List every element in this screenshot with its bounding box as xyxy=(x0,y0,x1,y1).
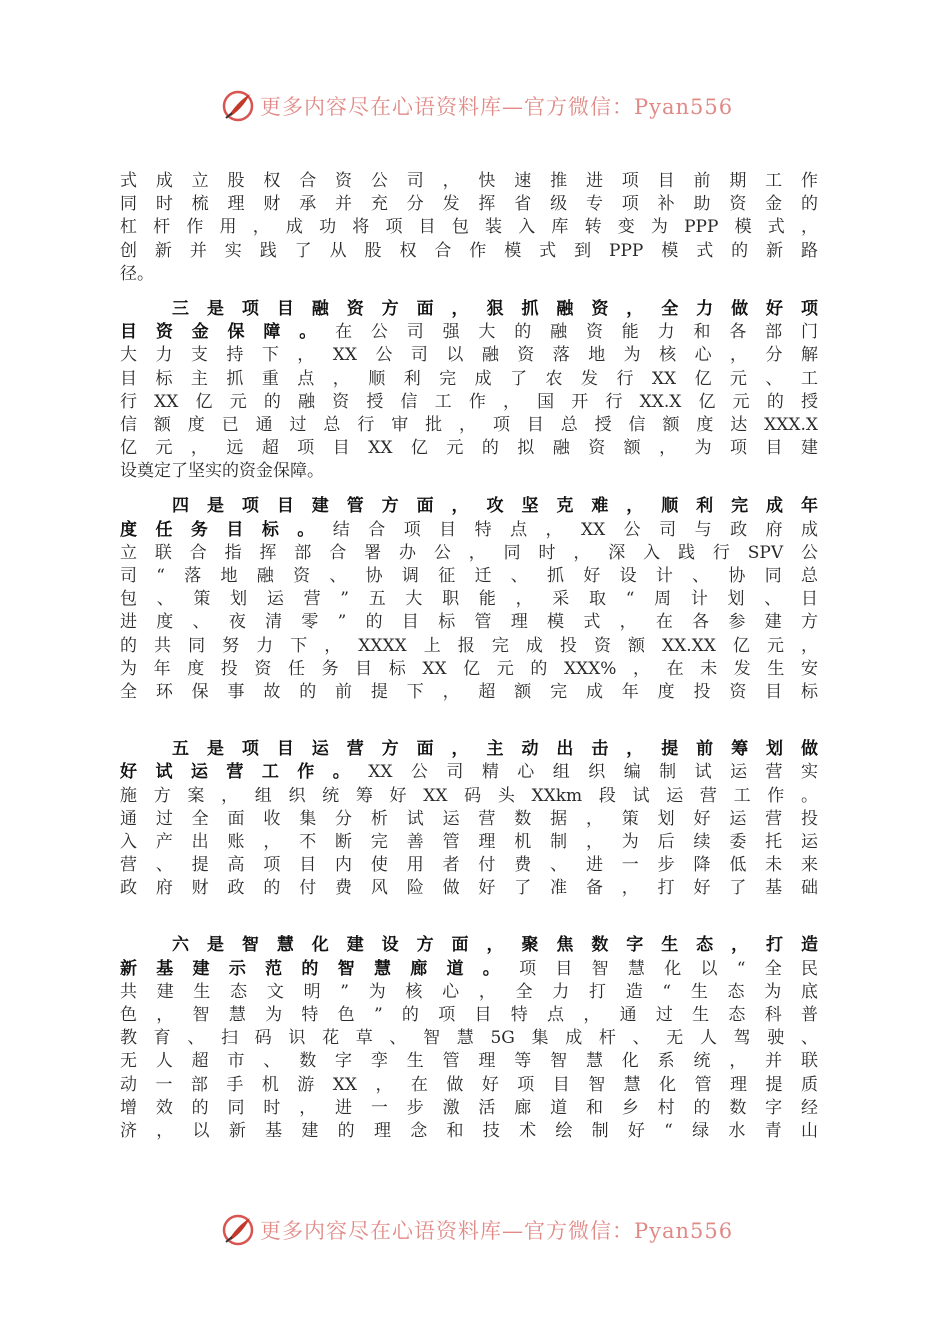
section-heading: 四是项目建管方面，攻坚克难，顺利完成年 xyxy=(172,496,818,517)
text-line xyxy=(120,495,818,518)
section-heading: 六是智慧化建设方面，聚焦数字生态，打造 xyxy=(172,935,818,956)
text-line: 设奠定了坚实的资金保障。 xyxy=(120,461,324,482)
text-line: 立联合指挥部合署办公，同时，深入践行SPV公 xyxy=(120,542,818,563)
text-line: 为年度投资任务目标XX亿元的XXX%，在未发生安 xyxy=(120,658,818,679)
text-line: 新基建示范的智慧廊道。项目智慧化以“全民 xyxy=(120,958,818,979)
text-line: 径。 xyxy=(120,263,154,284)
text-line: 目标主抓重点，顺利完成了农发行XX亿元、工 xyxy=(120,368,818,389)
quill-pen-icon xyxy=(220,1212,256,1248)
text-line: 入产出账，不断完善管理机制，为后续委托运 xyxy=(120,831,818,852)
paragraph-5 xyxy=(120,934,818,1143)
text-line: 好试运营工作。XX公司精心组织编制试运营实 xyxy=(120,762,819,783)
text-line: 动一部手机游XX，在做好项目智慧化管理提质 xyxy=(120,1074,818,1095)
text-line: 目资金保障。在公司强大的融资能力和各部门 xyxy=(120,322,819,343)
text-line: 司“落地融资、协调征迁、抓好设计、协同总 xyxy=(120,566,818,586)
section-heading: 好试运营工作。 xyxy=(120,762,369,783)
text-line: 大力支持下，XX公司以融资落地为核心，分解 xyxy=(120,345,818,366)
text-line: 全环保事故的前提下，超额完成年度投资目标 xyxy=(120,681,818,702)
text-line: 营、提高项目内使用者付费、进一步降低未来 xyxy=(120,855,818,876)
quill-pen-icon xyxy=(220,88,256,124)
text-line: 亿元，远超项目XX亿元的拟融资额，为项目建 xyxy=(120,438,818,459)
text-line: 进度、夜清零”的目标管理模式，在各参建方 xyxy=(120,612,818,633)
text-line: 式成立股权合资公司，快速推进项目前期工作 xyxy=(120,171,818,191)
header-watermark xyxy=(220,86,740,126)
document-body xyxy=(120,170,818,1143)
paragraph-3 xyxy=(120,495,818,704)
text-line: 色，智慧为特色”的项目特点，通过生态科普 xyxy=(120,1005,818,1025)
text-line: 创新并实践了从股权合作模式到PPP模式的新路 xyxy=(120,240,818,261)
text-line: 的共同努力下，XXXX上报完成投资额XX.XX亿元， xyxy=(120,635,818,656)
text-line: 施方案，组织统筹好XX码头XXkm段试运营工作。 xyxy=(120,785,818,806)
text-line xyxy=(120,298,818,321)
text-line: 无人超市、数字孪生管理等智慧化系统，并联 xyxy=(120,1051,818,1072)
section-heading: 度任务目标。 xyxy=(120,519,333,540)
text-line: 杠杆作用，成功将项目包装入库转变为PPP模式， xyxy=(120,217,818,238)
text-line: 信额度已通过总行审批，项目总授信额度达XXX.X xyxy=(120,414,818,435)
section-heading: 新基建示范的智慧廊道。 xyxy=(120,958,520,979)
text-line xyxy=(120,738,818,761)
watermark-text: 更多内容尽在心语资料库—官方微信：Pyan556 xyxy=(260,95,734,119)
text-line: 包、策划运营”五大职能，采取“周计划、日 xyxy=(120,589,818,610)
section-heading: 五是项目运营方面，主动出击，提前筹划做 xyxy=(172,739,818,760)
text-line: 行XX亿元的融资授信工作，国开行XX.X亿元的授 xyxy=(120,391,818,412)
text-line: 教育、扫码识花草、智慧5G集成杆、无人驾驶、 xyxy=(120,1028,818,1049)
text-line: 同时梳理财承并充分发挥省级专项补助资金的 xyxy=(120,194,818,215)
footer-watermark xyxy=(220,1210,740,1250)
paragraph-1 xyxy=(120,170,818,286)
text-line xyxy=(120,934,818,957)
section-heading: 目资金保障。 xyxy=(120,322,336,343)
text-line: 通过全面收集分析试运营数据，策划好运营投 xyxy=(120,808,818,829)
text-line: 政府财政的付费风险做好了准备，打好了基础 xyxy=(120,878,818,899)
text-line: 共建生态文明”为核心，全力打造“生态为底 xyxy=(120,981,818,1002)
text-line: 济，以新基建的理念和技术绘制好“绿水青山 xyxy=(120,1120,818,1141)
text-line: 增效的同时，进一步激活廊道和乡村的数字经 xyxy=(120,1097,818,1118)
section-heading: 三是项目融资方面，狠抓融资，全力做好项 xyxy=(172,298,818,319)
watermark-text: 更多内容尽在心语资料库—官方微信：Pyan556 xyxy=(260,1219,734,1243)
paragraph-2 xyxy=(120,298,818,484)
paragraph-4 xyxy=(120,738,818,900)
text-line: 度任务目标。结合项目特点，XX公司与政府成 xyxy=(120,519,818,540)
